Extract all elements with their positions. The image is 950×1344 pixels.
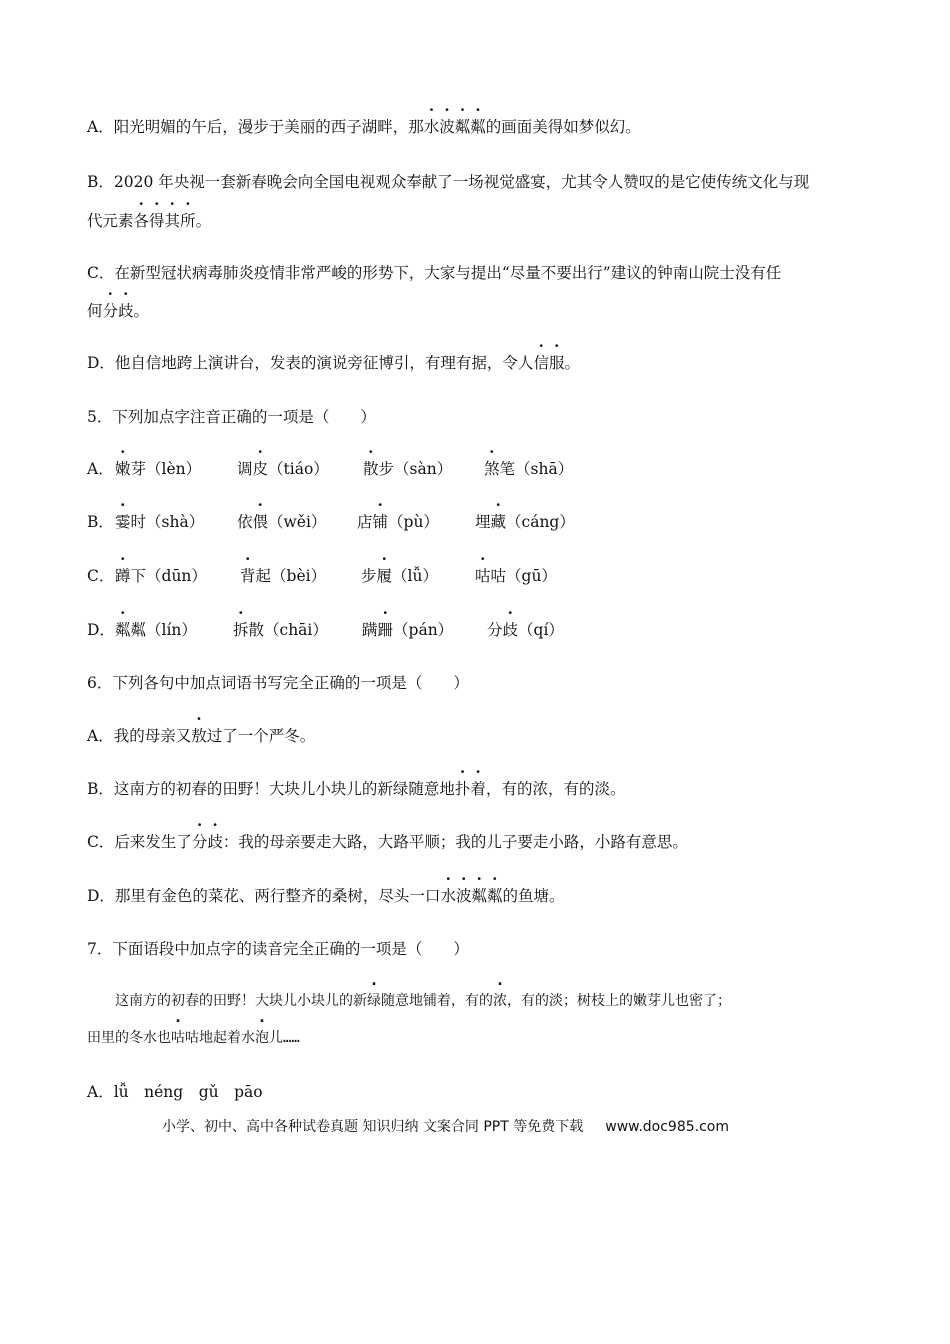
q6-option-a: A．我的母亲又敖过了一个严冬。 [87,727,316,745]
q6-option-d: D．那里有金色的菜花、两行整齐的桑树，尽头一口水波粼粼的鱼塘。 [87,887,565,905]
q5-a-item4: 煞笔（shā） [484,460,574,478]
dotted-char: 浓 [493,993,507,1009]
q6-option-c: C．后来发生了分歧：我的母亲要走大路，大路平顺；我的儿子要走小路，小路有意思。 [87,833,688,851]
q6-stem: 6．下列各句中加点词语书写完全正确的一项是（ ） [87,674,469,692]
q5-b-item3: 店铺（pù） [357,513,439,531]
dotted-char: 波 [455,887,472,905]
q5-d-item1: 粼粼（lín） [115,621,197,639]
dotted-word [103,302,134,320]
q5-a-item1: 嫩芽（lèn） [115,460,202,478]
q7-passage-line2: 田里的冬水也咕咕地起着水泡儿…… [87,1027,300,1049]
dotted-word [134,212,196,230]
dotted-char: 各 [133,212,150,230]
q5-option-a: A． 嫩芽（lèn） 调皮（tiáo） 散步（sàn） 煞笔（shā） [87,460,574,478]
q5-d-item2: 拆散（chāi） [233,621,328,639]
dotted-char: 敖 [191,727,207,745]
q5-c-item2: 背起（bèi） [240,567,327,585]
dotted-word [455,780,486,798]
dotted-char: 绿 [367,993,381,1009]
q5-d-item3: 蹒跚（pán） [362,621,454,639]
q7-stem: 7．下面语段中加点字的读音完全正确的一项是（ ） [87,940,469,958]
q5-c-item3: 步履（lǚ） [361,567,438,585]
page-footer [162,1116,729,1136]
q5-a-item2: 调皮（tiáo） [237,460,329,478]
footer-url[interactable]: www.doc985.com [605,1119,729,1135]
q4-option-c-line1: C．在新型冠状病毒肺炎疫情非常严峻的形势下，大家与提出“尽量不要出行”建议的钟南山院士没有任 [87,264,782,282]
q5-option-d: D． 粼粼（lín） 拆散（chāi） 蹒跚（pán） 分歧（qí） [87,621,564,639]
dotted-char: 着 [470,780,486,798]
q5-c-item4: 咕咕（gū） [475,567,557,585]
q5-d-item4: 分歧（qí） [487,621,564,639]
dotted-word [424,118,486,136]
q4-option-a: A．阳光明媚的午后，漫步于美丽的西子湖畔，那水波粼粼的画面美得如梦似幻。 [87,118,641,136]
dotted-char: 歧 [207,833,223,851]
q5-c-item1: 蹲下（dūn） [115,567,207,585]
dotted-char: 波 [439,118,455,136]
q7-passage-line1: 这南方的初春的田野！大块儿小块儿的新绿随意地铺着，有的浓，有的淡；树枝上的嫩芽儿也密了； [87,990,731,1012]
q5-b-item2: 依偎（wěi） [237,513,327,531]
dotted-char: 其 [164,212,181,230]
q4-option-c-line2: 何分歧。 [87,302,150,320]
dotted-word [192,833,223,851]
dotted-char: 分 [102,302,119,320]
q5-b-item1: 霎时（shà） [115,513,205,531]
dotted-char: 扑 [454,780,471,798]
footer-text: 小学、初中、高中各种试卷真题 知识归纳 文案合同 PPT 等免费下载 [162,1119,584,1135]
dotted-char: 信 [533,354,549,372]
q5-b-item4: 埋藏（cáng） [475,513,575,531]
dotted-char: 咕 [171,1030,185,1046]
dotted-char: 粼 [454,118,471,136]
dotted-word [191,727,207,745]
q4-option-b-line2: 代元素各得其所。 [87,212,212,230]
q5-stem: 5．下列加点字注音正确的一项是（ ） [87,408,376,426]
q6-option-b: B．这南方的初春的田野！大块儿小块儿的新绿随意地扑着，有的浓，有的淡。 [87,780,626,798]
dotted-char: 粼 [470,118,486,136]
dotted-char: 水 [440,887,456,905]
q5-option-b: B． 霎时（shà） 依偎（wěi） 店铺（pù） 埋藏（cáng） [87,513,575,531]
q5-a-item3: 散步（sàn） [363,460,453,478]
q5-option-c: C． 蹲下（dūn） 背起（bèi） 步履（lǚ） 咕咕（gū） [87,567,557,585]
q4-option-d: D．他自信地跨上演讲台，发表的演说旁征博引，有理有据，令人信服。 [87,354,580,372]
dotted-char: 服 [548,354,565,372]
dotted-word [533,354,564,372]
dotted-char: 所 [180,212,196,230]
dotted-char: 水 [423,118,440,136]
q4-option-b-line1: B．2020 年央视一套新春晚会向全国电视观众奉献了一场视觉盛宴，尤其令人赞叹的是它使传统文化与现 [87,173,810,191]
dotted-word [440,887,502,905]
q7-option-a: A．lǚ néng gǔ pāo [87,1083,263,1101]
dotted-char: 泡 [255,1030,269,1046]
dotted-char: 分 [191,833,208,851]
dotted-char: 粼 [471,887,487,905]
dotted-char: 歧 [118,302,134,320]
dotted-char: 粼 [486,887,503,905]
dotted-char: 得 [149,212,165,230]
